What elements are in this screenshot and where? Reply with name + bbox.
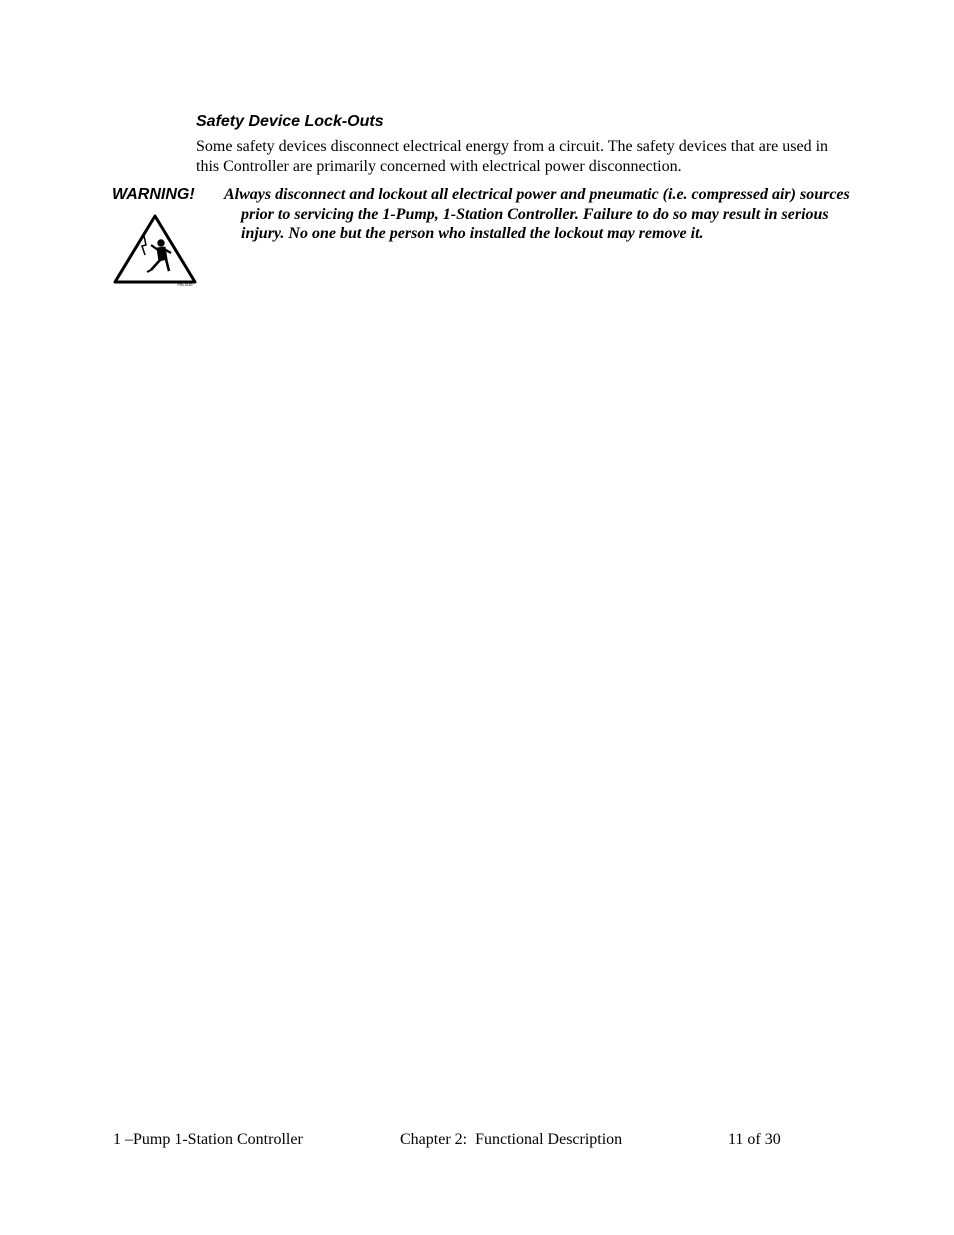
section-heading: Safety Device Lock-Outs — [196, 113, 384, 130]
electrical-shock-hazard-icon — [111, 212, 199, 288]
footer-document-title: 1 –Pump 1-Station Controller — [113, 1131, 303, 1148]
section-body-paragraph: Some safety devices disconnect electrical energy from a circuit. The safety devices that are used in this Controller are primarily concerned with electrical power disconnection. — [196, 138, 829, 175]
warning-text: Always disconnect and lockout all electrical power and pneumatic (i.e. compressed air) sources prior to servicing the 1-Pump, 1-Station Controller. Failure to do so may result in serious injury. No one but the person who installed the lockout may remove it. — [224, 186, 850, 242]
icon-caption: F50-0140 — [177, 283, 193, 287]
footer-page-number: 11 of 30 — [728, 1131, 781, 1148]
footer-chapter: Chapter 2: Functional Description — [400, 1131, 623, 1148]
warning-label: WARNING! — [112, 186, 195, 203]
